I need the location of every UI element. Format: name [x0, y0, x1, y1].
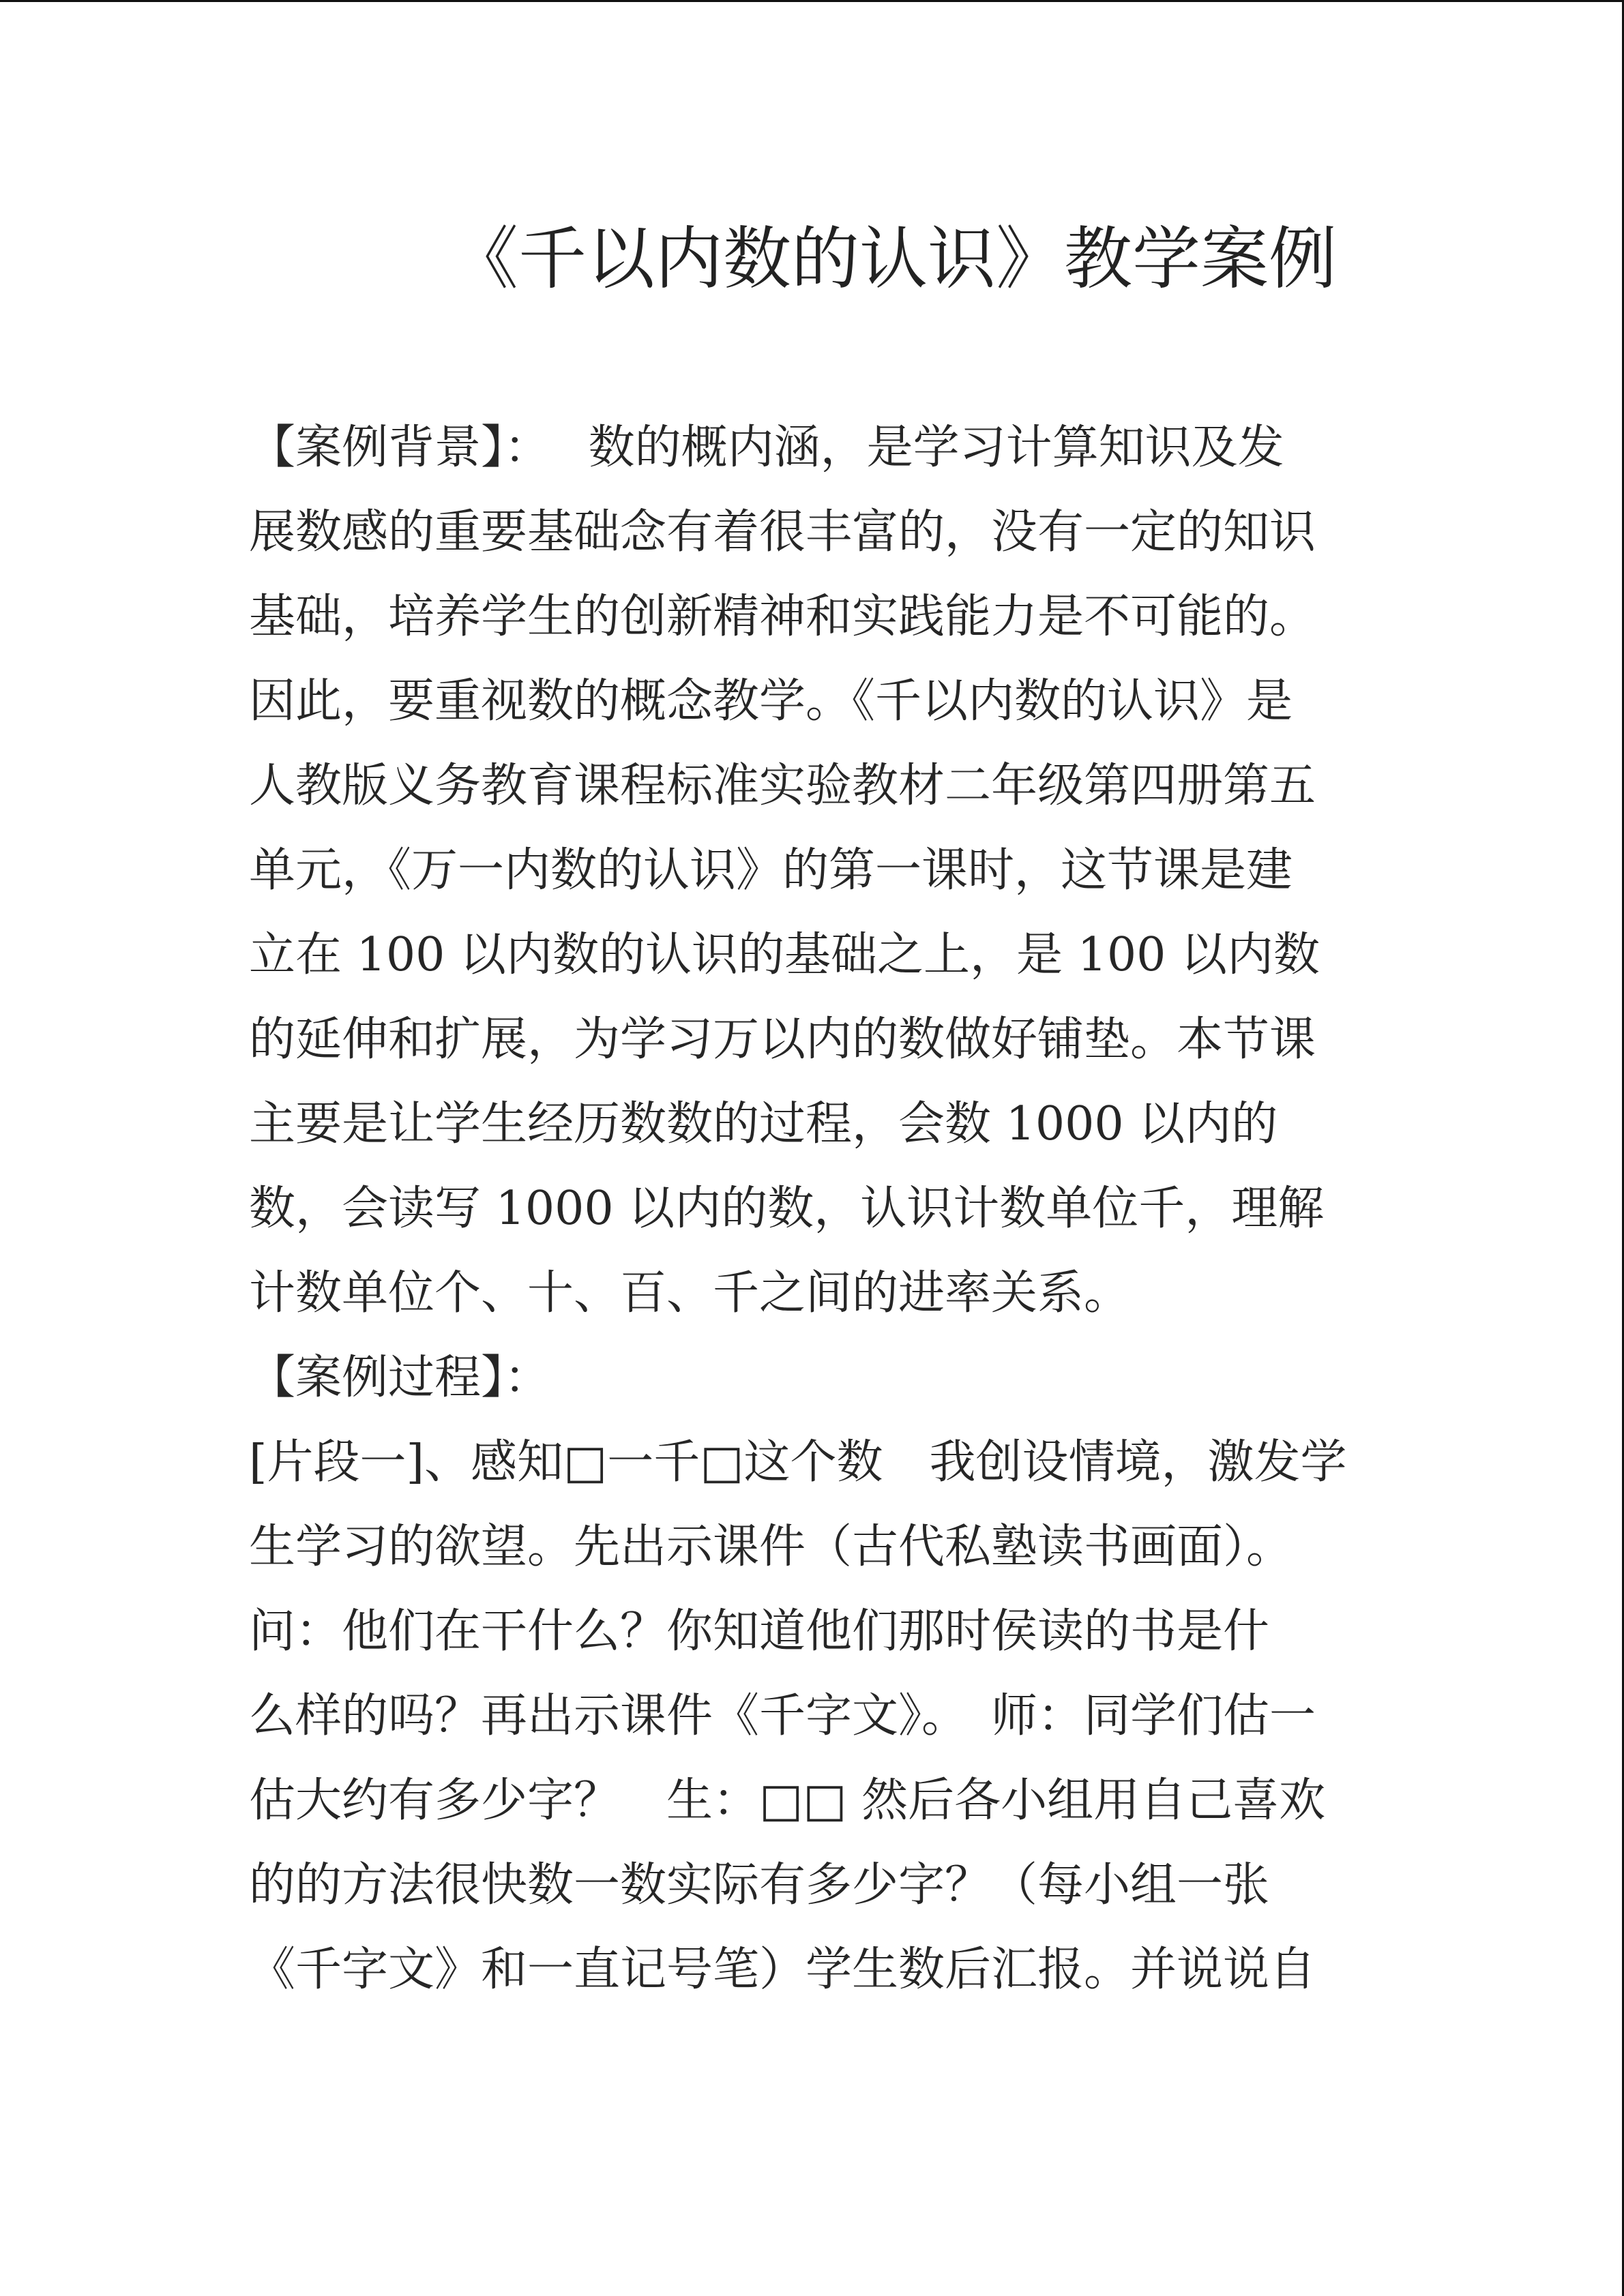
body-line: 展数感的重要基础念有着很丰富的，没有一定的知识 — [249, 505, 1316, 559]
body-line: 的的方法很快数一数实际有多少字？（每小组一张 — [249, 1858, 1270, 1912]
body-line: 数，会读写 1000 以内的数，认识计数单位千，理解 — [249, 1182, 1325, 1236]
section-heading: 【案例过程】： — [249, 1351, 551, 1405]
body-line: 【案例背景】： 数的概内涵，是学习计算知识及发 — [249, 421, 1284, 475]
body-line: [片段一]、感知□一千□这个数 我创设情境，激发学 — [249, 1435, 1347, 1489]
body-line: 主要是让学生经历数数的过程，会数 1000 以内的 — [249, 1097, 1278, 1151]
body-line: 因此，要重视数的概念教学。《千以内数的认识》是 — [249, 674, 1293, 728]
body-line: 单元，《万一内数的认识》的第一课时，这节课是建 — [249, 844, 1293, 897]
document-title: 《千以内数的认识》教学案例 — [450, 219, 1337, 299]
body-line: 么样的吗？再出示课件《千字文》。 师：同学们估一 — [249, 1689, 1316, 1743]
body-line: 的延伸和扩展，为学习万以内的数做好铺垫。本节课 — [249, 1013, 1316, 1067]
body-line: 立在 100 以内数的认识的基础之上，是 100 以内数 — [249, 928, 1320, 982]
body-line: 基础，培养学生的创新精神和实践能力是不可能的。 — [249, 590, 1316, 644]
body-line: 估大约有多少字？ 生：□□ 然后各小组用自己喜欢 — [249, 1774, 1326, 1828]
body-line: 生学习的欲望。先出示课件（古代私塾读书画面）。 — [249, 1520, 1293, 1574]
body-line: 问：他们在干什么？你知道他们那时侯读的书是什 — [249, 1605, 1270, 1658]
body-line: 《千字文》和一直记号笔）学生数后汇报。并说说自 — [249, 1943, 1316, 1997]
body-line: 人教版义务教育课程标准实验教材二年级第四册第五 — [249, 759, 1316, 813]
body-line: 计数单位个、十、百、千之间的进率关系。 — [249, 1266, 1131, 1320]
document-body — [249, 406, 1395, 2012]
page-top-border — [0, 0, 1624, 2]
